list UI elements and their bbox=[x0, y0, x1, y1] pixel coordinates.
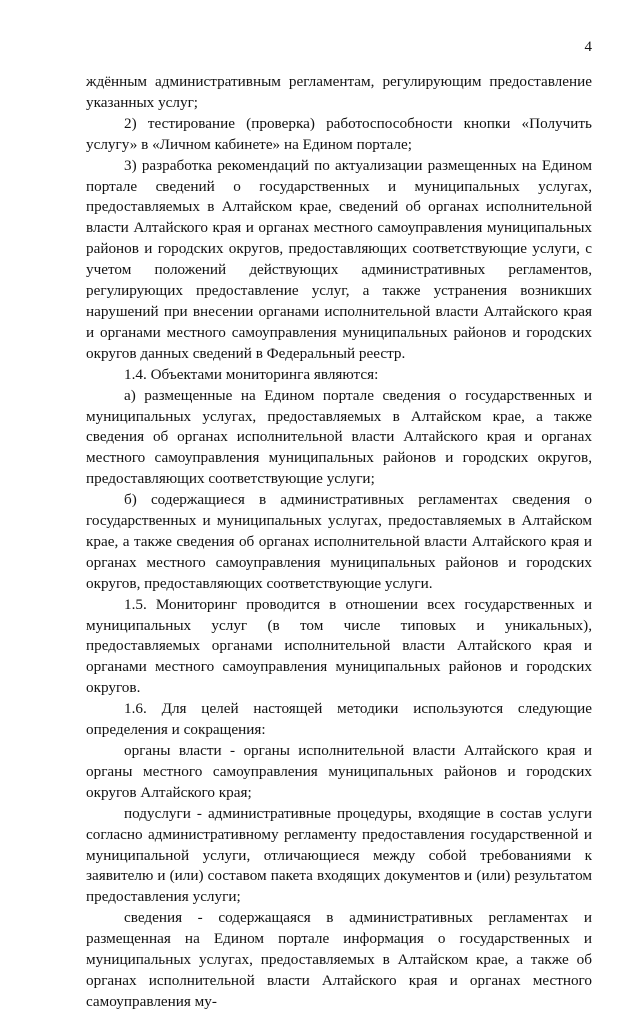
document-body bbox=[86, 72, 592, 1013]
page-number: 4 bbox=[584, 39, 592, 55]
paragraph: 3) разработка рекомендаций по актуализации размещенных на Едином портале сведений о государственных и муниципальных услугах, предоставляемых в Алтайском крае, сведений об органах исполнительной власти Алтайского края и органах местного самоуправления муниципальных районов и городских округов, предоставляющих соответствующие услуги, с учетом положений действующих административных регламентов, регулирующих предоставление услуг, а также устранения возникших нарушений при внесении органами исполнительной власти Алтайского края и органами местного самоуправления муниципальных районов и городских округов данных сведений в Федеральный реестр. bbox=[86, 156, 592, 362]
paragraph: органы власти - органы исполнительной власти Алтайского края и органы местного самоуправления муниципальных районов и городских округов Алтайского края; bbox=[86, 742, 592, 801]
paragraph: 1.6. Для целей настоящей методики используются следующие определения и сокращения: bbox=[86, 700, 592, 739]
paragraph: сведения - содержащаяся в административных регламентах и размещенная на Едином портале информация о государственных и муниципальных услугах, предоставляемых в Алтайском крае, а также об органах исполнительной власти Алтайского края и органах местного самоуправления му- bbox=[86, 909, 592, 1010]
paragraph: б) содержащиеся в административных регламентах сведения о государственных и муниципальных услугах, предоставляемых в Алтайском крае, а также сведения об органах исполнительной власти Алтайского края и органах местного самоуправления муниципальных районов и городских округов, предоставляющих соответствующие услуги. bbox=[86, 491, 592, 592]
paragraph: подуслуги - административные процедуры, входящие в состав услуги согласно административному регламенту предоставления государственной и муниципальной услуги, отличающиеся между собой требованиями к заявителю и (или) составом пакета входящих документов и (или) результатом предоставления услуги; bbox=[86, 804, 592, 906]
paragraph: 1.5. Мониторинг проводится в отношении всех государственных и муниципальных услуг (в том числе типовых и уникальных), предоставляемых органами исполнительной власти Алтайского края и органами местного самоуправления муниципальных районов и городских округов. bbox=[86, 595, 592, 697]
paragraph: 2) тестирование (проверка) работоспособности кнопки «Получить услугу» в «Личном кабинете» на Едином портале; bbox=[86, 114, 592, 153]
paragraph: а) размещенные на Едином портале сведения о государственных и муниципальных услугах, предоставляемых в Алтайском крае, а также сведения об органах исполнительной власти Алтайского края и органах местного самоуправления муниципальных районов и городских округов, предоставляющих соответствующие услуги; bbox=[86, 386, 592, 488]
paragraph: 1.4. Объектами мониторинга являются: bbox=[124, 365, 379, 383]
paragraph: ждённым административным регламентам, регулирующим предоставление указанных услуг; bbox=[86, 73, 592, 111]
